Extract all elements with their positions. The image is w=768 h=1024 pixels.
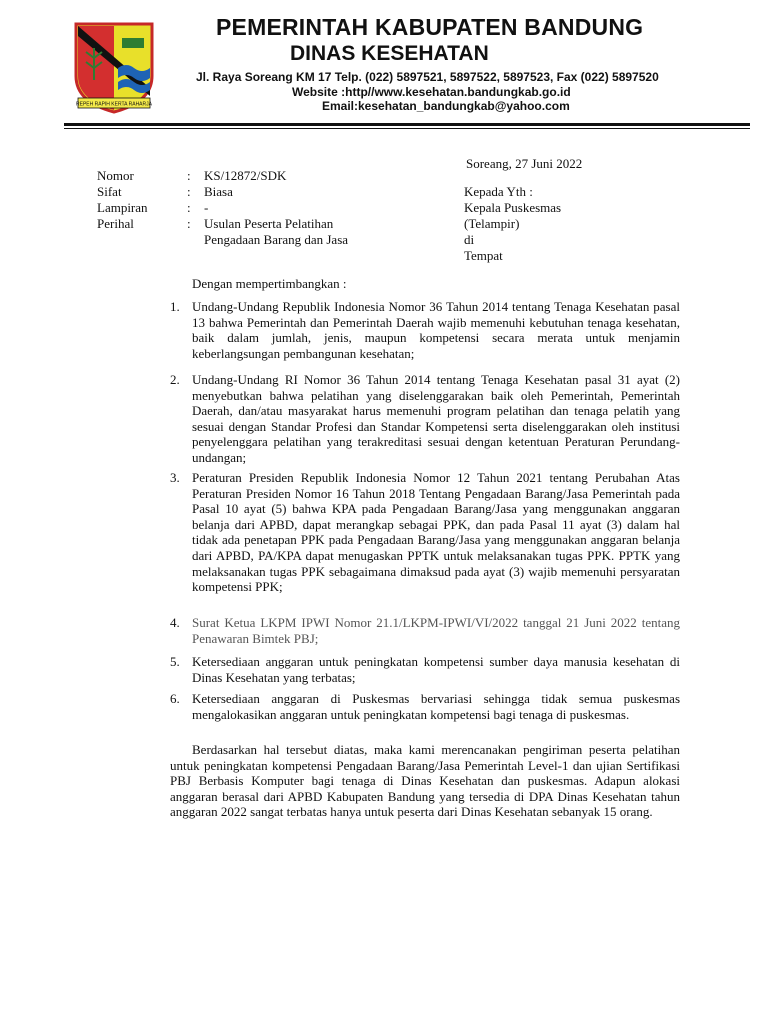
item-number: 4. (170, 615, 180, 630)
recipient-line: Tempat (464, 248, 503, 263)
list-item (170, 470, 680, 595)
meta-row-sifat (97, 184, 424, 200)
meta-label (97, 232, 187, 248)
meta-row-nomor (97, 168, 424, 184)
item-number: 1. (170, 299, 180, 314)
meta-colon: : (187, 200, 191, 215)
item-number: 5. (170, 654, 180, 669)
meta-colon: : (187, 216, 191, 231)
meta-value: - (204, 200, 209, 215)
meta-value: Pengadaan Barang dan Jasa (204, 232, 349, 247)
letter-meta (97, 168, 424, 248)
item-number: 2. (170, 372, 180, 387)
recipient-line: Kepada Yth : (464, 184, 533, 199)
meta-row-perihal-cont (97, 232, 424, 248)
meta-value: KS/12872/SDK (204, 168, 287, 183)
meta-colon: : (187, 184, 191, 199)
header-rule-thin (64, 128, 750, 129)
header-department: DINAS KESEHATAN (290, 42, 489, 65)
recipient-block (464, 184, 561, 264)
letter-date: Soreang, 27 Juni 2022 (466, 156, 583, 171)
meta-row-lampiran (97, 200, 424, 216)
item-number: 6. (170, 691, 180, 706)
meta-row-perihal (97, 216, 424, 232)
item-text: Peraturan Presiden Republik Indonesia Nomor 12 Tahun 2021 tentang Perubahan Atas Peraturan Presiden Nomor 16 Tahun 2018 Tentang Pengadaan Barang/Jasa Pemerintah pada Pasal 10 ayat (5) bahwa KPA pada Pengadaan Barang/Jasa yang menggunakan anggaran belanja dari APBD, dapat merangkap sebagai PPK, dan pada Pasal 11 ayat (3) dalam hal tidak ada penetapan PPK pada Pengadaan Barang/Jasa yang menggunakan anggaran belanja dari APBD, PA/KPA dapat menugaskan PPTK untuk melaksanakan tugas PPK. PPTK yang melaksanakan tugas PPK sebagaimana dimaksud pada ayat (3) wajib memenuhi persyaratan kompetensi PPK; (192, 470, 680, 595)
header-email: Email:kesehatan_bandungkab@yahoo.com (322, 99, 570, 113)
item-text: Ketersediaan anggaran untuk peningkatan kompetensi sumber daya manusia kesehatan di Dinas Kesehatan yang terbatas; (192, 654, 680, 685)
letter-intro: Dengan mempertimbangkan : (192, 276, 347, 291)
header-website: Website :http//www.kesehatan.bandungkab.go.id (292, 85, 571, 99)
list-item (170, 372, 680, 466)
meta-label: Perihal (97, 216, 134, 231)
meta-label: Nomor (97, 168, 134, 183)
recipient-line: di (464, 232, 475, 247)
list-item (170, 299, 680, 361)
list-item (170, 615, 680, 646)
meta-value: Usulan Peserta Pelatihan (204, 216, 334, 231)
item-text: Surat Ketua LKPM IPWI Nomor 21.1/LKPM-IPWI/VI/2022 tanggal 21 Juni 2022 tentang Penawaran Bimtek PBJ; (192, 615, 680, 646)
item-text: Ketersediaan anggaran di Puskesmas bervariasi sehingga tidak semua puskesmas mengalokasikan anggaran untuk peningkatan kompetensi bagi tenaga di puskesmas. (192, 691, 680, 722)
meta-colon: : (187, 168, 191, 183)
svg-text:REPEH RAPIH KERTA RAHARJA: REPEH RAPIH KERTA RAHARJA (76, 101, 152, 108)
list-item (170, 654, 680, 685)
item-number: 3. (170, 470, 180, 485)
closing-paragraph: Berdasarkan hal tersebut diatas, maka kami merencanakan pengiriman peserta pelatihan untuk peningkatan kompetensi Pengadaan Barang/Jasa Pemerintah Level-1 dan ujian Sertifikasi PBJ Berbasis Komputer bagi tenaga di Dinas Kesehatan dan puskesmas. Adapun alokasi anggaran berasal dari APBD Kabupaten Bandung yang tersedia di DPA Dinas Kesehatan tahun anggaran 2022 sangat terbatas hanya untuk peserta dari Dinas Kesehatan sebanyak 15 orang. (170, 742, 680, 820)
meta-label: Lampiran (97, 200, 148, 215)
header-title: PEMERINTAH KABUPATEN BANDUNG (216, 14, 644, 40)
header-address: Jl. Raya Soreang KM 17 Telp. (022) 5897521, 5897522, 5897523, Fax (022) 5897520 (196, 70, 659, 84)
header-rule-thick (64, 123, 750, 126)
meta-colon (187, 232, 204, 248)
recipient-line: Kepala Puskesmas (464, 200, 562, 215)
recipient-line: (Telampir) (464, 216, 520, 231)
list-item (170, 691, 680, 722)
meta-value: Biasa (204, 184, 233, 199)
meta-label: Sifat (97, 184, 122, 199)
item-text: Undang-Undang Republik Indonesia Nomor 36 Tahun 2014 tentang Tenaga Kesehatan pasal 13 bahwa Pemerintah dan Pemerintah Daerah wajib memenuhi kebutuhan tenaga kesehatan, baik dalam jumlah, jenis, maupun kompetensi secara merata untuk menjamin keberlangsungan pembangunan kesehatan; (192, 299, 680, 361)
item-text: Undang-Undang RI Nomor 36 Tahun 2014 tentang Tenaga Kesehatan pasal 31 ayat (2) menyebutkan bahwa pelatihan yang diselenggarakan baik oleh Pemerintah, Pemerintah Daerah, dan/atau masyarakat harus memenuhi program pelatihan dan tenaga pelatih yang sesuai dengan Standar Profesi dan Standar Kompetensi serta diselenggarakan oleh institusi penyelenggara pelatihan yang terakreditasi sesuai dengan ketentuan Peraturan Perundang-undangan; (192, 372, 680, 465)
kabupaten-bandung-logo (72, 18, 156, 114)
